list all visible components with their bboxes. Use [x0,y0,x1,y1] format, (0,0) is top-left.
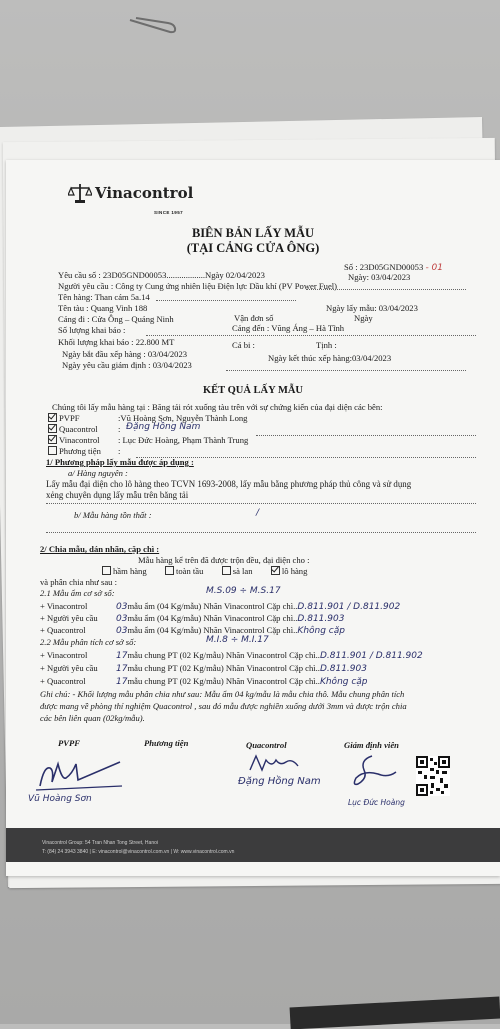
checkbox-unchecked-icon [165,566,174,575]
van-don: Vận đơn số [234,313,274,323]
method-text-2: xẻng chuyên dụng lấy mẫu trên băng tải [46,490,189,500]
party-phuong-tien [48,446,101,457]
party-quacontrol-value: : [118,424,121,434]
ten-hang: Tên hàng: Than cám 5a.14 [58,292,150,302]
row-seal: Không cặp [297,626,345,636]
row-party: + Quacontrol [40,625,86,635]
ngay-value: 03/04/2023 [371,272,411,282]
option-label: toàn tầu [175,566,204,576]
dotted-line [306,289,466,290]
pvpf-signature [32,756,128,796]
yeu-cau-so: Yêu cầu số : 23D05GND00053..................Ngày 02/04/2023 [58,270,265,280]
logo-text: Vinacontrol [95,184,194,202]
party-vinacontrol [48,435,100,446]
document-date [348,272,410,283]
row-seal: Không cặp [319,677,368,687]
method-sub-a: a/ Hàng nguyên : [68,468,128,478]
division-heading: 2/ Chia mẫu, dán nhãn, cặp chì : [40,544,160,554]
row22-vinacontrol [40,650,87,661]
result-heading: KẾT QUẢ LẤY MẪU [202,385,304,396]
tinh: Tịnh : [316,340,337,350]
company-logo [68,182,193,204]
footer-address: Vinacontrol Group: 54 Tran Nhan Tong Street, Hanoi [42,840,158,846]
quacontrol-handwritten-name: Đặng Hồng Nam [126,422,201,432]
note-line3: các bên liên quan (02kg/mẫu). [40,713,145,723]
option-label: sà lan [232,566,253,576]
paperclip [126,14,178,36]
dotted-line [226,370,466,371]
checkbox-unchecked-icon [48,446,57,455]
division-line2: và phân chia như sau : [40,577,117,587]
row-qty: 17 [116,651,128,661]
party-name: Vinacontrol [59,435,100,445]
checkbox-checked-icon [48,424,57,433]
note-line2: được mang về phòng thí nghiệm Quacontrol , sau đó mẫu được nghiền xuống dưới 3mm và được trộn chia [40,701,407,711]
ngay-bat-dau: Ngày bắt đầu xếp hàng : 03/04/2023 [62,349,188,359]
so-luong-khai-bao: Số lượng khai báo : [58,325,126,335]
row22-nguoi-yeu-cau [40,663,98,674]
row22-quacontrol-detail [116,676,368,688]
row-qty: 17 [116,677,128,687]
ngay-yeu-cau-giam-dinh: Ngày yêu cầu giám định : 03/04/2023 [62,360,192,370]
checkbox-unchecked-icon [102,566,111,575]
sig-label-pvpf: PVPF [58,738,80,748]
party-quacontrol [48,424,98,435]
party-name: Quacontrol [59,424,98,434]
nguoi-yeu-cau: Người yêu cầu : Công ty Cung ứng nhiên liệu Điện lực Dầu khí (PV Power Fuel) [58,281,338,291]
checkbox-checked-icon [48,435,57,444]
cang-di: Cảng đi : Cửa Ông – Quảng Ninh [58,314,174,324]
ngay-label: Ngày: [348,272,370,282]
party-name: Phương tiện [59,446,101,456]
so-label: Số : [344,262,358,272]
s21-handwritten: M.S.09 ÷ M.S.17 [206,586,281,596]
row-party: + Vinacontrol [40,601,88,611]
qr-code-icon [416,756,450,796]
row-qty: 17 [116,664,128,674]
desk-shadow [290,997,500,1029]
pvpf-signer-name: Vũ Hoàng Sơn [28,794,92,804]
ngay-lay-mau: Ngày lấy mẫu: 03/04/2023 [326,303,418,313]
division-line1: Mẫu hàng kể trên đã được trộn đều, đại diện cho : [138,555,310,565]
row22-vinacontrol-detail [116,650,423,662]
dotted-line [256,435,476,436]
scales-icon [68,182,92,204]
logo-since: SINCE 1957 [154,210,184,215]
row-qty: 03 [116,626,128,636]
s22-handwritten: M.I.8 ÷ M.I.17 [206,635,269,645]
row-text: mẫu ẩm (04 Kg/mẫu) Nhãn Vinacontrol Cặp chì.. [127,613,298,623]
row21-vinacontrol [40,601,87,612]
method-text-1: Lấy mẫu đại diện cho lô hàng theo TCVN 1693-2008, lấy mẫu bằng phương pháp thủ công và sử dụng [46,479,412,489]
party-pvpf-value: :Vũ Hoàng Sơn, Nguyễn Thành Long [118,413,248,423]
row-text: mẫu chung PT (02 Kg/mẫu) Nhãn Vinacontrol Cặp chì.. [127,663,320,673]
row22-nguoi-yeu-cau-detail [116,663,367,675]
method-heading: 1/ Phương pháp lấy mẫu được áp dụng : [46,457,194,467]
row-text: mẫu ẩm (04 Kg/mẫu) Nhãn Vinacontrol Cặp chì.. [127,601,298,611]
row22-quacontrol [40,676,86,687]
sig-label-quacontrol: Quacontrol [246,740,287,750]
dotted-line [46,503,476,504]
row-party: + Vinacontrol [40,650,88,660]
s22-label: 2.2 Mẫu phân tích cơ sở số: [40,637,137,647]
division-options [102,566,307,577]
ten-tau: Tên tàu : Quang Vinh 188 [58,303,148,313]
row21-nguoi-yeu-cau [40,613,98,624]
row-text: mẫu chung PT (02 Kg/mẫu) Nhãn Vinacontrol Cặp chì.. [127,676,320,686]
row-seal: D.811.903 [297,614,345,624]
row21-vinacontrol-detail [116,601,400,613]
khoi-luong-khai-bao: Khối lượng khai báo : 22.800 MT [58,337,175,347]
row-party: + Người yêu cầu [40,663,98,673]
row-seal: D.811.903 [319,664,367,674]
party-name: PVPF [59,413,80,423]
dotted-line [156,300,296,301]
document-title: BIÊN BẢN LẤY MẪU [191,226,315,240]
checkbox-unchecked-icon [222,566,231,575]
row21-quacontrol [40,625,86,636]
ngay-van-don: Ngày [354,313,373,323]
cang-den: Cảng đến : Vũng Áng – Hà Tĩnh [232,323,345,333]
row21-nguoi-yeu-cau-detail [116,613,344,625]
result-intro: Chúng tôi lấy mẫu hàng tại : Băng tải rót xuống tàu trên với sự chứng kiến của đại diện các bên: [52,402,383,412]
dotted-line [46,532,476,533]
document-subtitle: (TẠI CẢNG CỬA ÔNG) [186,241,320,255]
row-qty: 03 [116,614,128,624]
ngay-ket-thuc: Ngày kết thúc xếp hàng:03/04/2023 [268,353,392,363]
so-value: 23D05GND00053 [359,262,424,272]
row-party: + Người yêu cầu [40,613,98,623]
row-text: mẫu chung PT (02 Kg/mẫu) Nhãn Vinacontrol Cặp chì.. [127,650,320,660]
row-seal: D.811.901 / D.811.902 [319,651,423,661]
checkbox-checked-icon [271,566,280,575]
sig-label-phuong-tien: Phương tiện [144,738,189,748]
page-footer [6,828,500,862]
quacontrol-signature [246,750,306,776]
s21-label: 2.1 Mẫu ẩm cơ sở số: [40,588,115,598]
party-vinacontrol-value: : Lục Đức Hoàng, Phạm Thành Trung [118,435,249,445]
sig-label-giam-dinh-vien: Giám định viên [344,740,399,750]
method-b-handwritten: / [256,508,260,518]
so-handwritten: - 01 [425,263,443,273]
method-sub-b: b/ Mẫu hàng tồn thất : [74,510,152,520]
row-seal: D.811.901 / D.811.902 [297,602,401,612]
gdv-signature [342,752,402,792]
footer-contact: T: (84) 24 3943 3840 | E: vinacontrol@vinacontrol.com.vn | W: www.vinacontrol.com.vn [42,849,235,855]
row-text: mẫu ẩm (04 Kg/mẫu) Nhãn Vinacontrol Cặp chì.. [127,625,298,635]
quacontrol-signer-name: Đặng Hồng Nam [238,776,321,787]
gdv-signer-name: Lục Đức Hoàng [348,798,405,807]
party-phuong-tien-value: : [118,446,121,456]
row-party: + Quacontrol [40,676,86,686]
dotted-line [136,457,476,458]
option-label: hầm hàng [113,566,147,576]
checkbox-checked-icon [48,413,57,422]
ca-bi: Cá bi : [232,340,255,350]
document-page [6,160,500,876]
option-label: lô hàng [281,566,308,576]
dotted-line [146,335,476,336]
note-line1: Ghi chú: - Khối lượng mẫu phân chia như sau: Mẫu ẩm 04 kg/mẫu là mẫu chia thô. Mẫu chung phân tích [40,689,405,699]
row-qty: 03 [116,602,128,612]
